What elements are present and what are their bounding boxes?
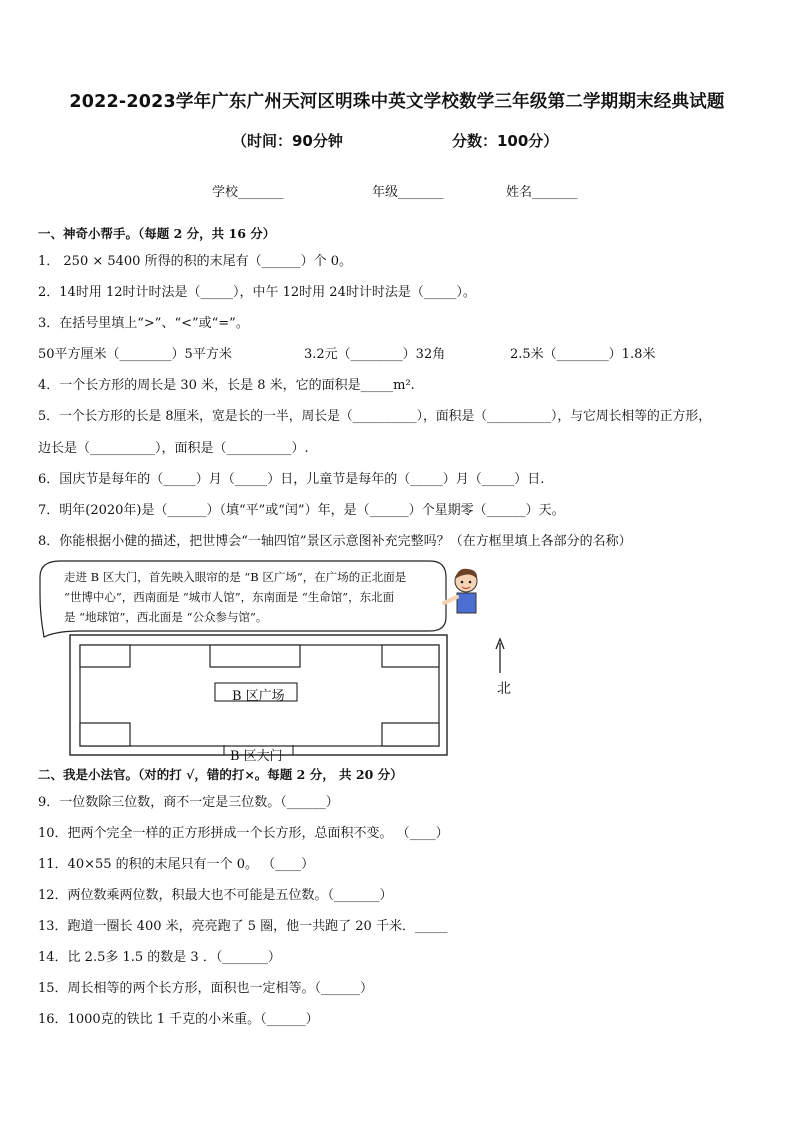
grade-field[interactable]: 年级_______ bbox=[372, 185, 444, 200]
question-3: 3．在括号里填上“>”、“<”或“=”。 bbox=[38, 316, 249, 331]
box-southwest bbox=[80, 723, 130, 746]
question-12: 12．两位数乘两位数，积最大也不可能是五位数。（_______） bbox=[38, 888, 393, 903]
question-8: 8．你能根据小健的描述，把世博会“一轴四馆”景区示意图补充完整吗？（在方框里填上各部分的名称） bbox=[38, 534, 632, 549]
question-3-a: 50平方厘米（________）5平方米 bbox=[38, 347, 232, 362]
exam-score: 分数：100分） bbox=[452, 132, 559, 150]
page-title: 2022-2023学年广东广州天河区明珠中英文学校数学三年级第二学期期末经典试题 bbox=[69, 92, 725, 112]
name-field[interactable]: 姓名_______ bbox=[506, 185, 578, 200]
exam-time: （时间：90分钟 bbox=[232, 132, 343, 150]
question-2: 2．14时用 12时计时法是（_____），中午 12时用 24时计时法是（_____）。 bbox=[38, 285, 476, 300]
question-10: 10．把两个完全一样的正方形拼成一个长方形，总面积不变。 （____） bbox=[38, 826, 449, 841]
question-16: 16．1000克的铁比 1 千克的小米重。（______） bbox=[38, 1012, 319, 1027]
gate-label: B 区大门 bbox=[230, 749, 283, 764]
expo-map-diagram bbox=[0, 555, 794, 765]
bubble-line-3: 是 “地球馆”，西北面是 “公众参与馆”。 bbox=[64, 610, 268, 624]
question-1: 1． 250 × 5400 所得的积的末尾有（______）个 0。 bbox=[38, 254, 352, 269]
question-4: 4．一个长方形的周长是 30 米，长是 8 米，它的面积是_____m². bbox=[38, 378, 415, 393]
question-7: 7．明年(2020年)是（______）（填“平”或“闰”）年，是（______）个星期零（______）天。 bbox=[38, 503, 565, 518]
box-north bbox=[210, 645, 300, 667]
question-5-line-2: 边长是（__________），面积是（__________）. bbox=[38, 441, 309, 456]
question-9: 9．一位数除三位数，商不一定是三位数。（______） bbox=[38, 795, 339, 810]
bubble-line-2: “世博中心”，西南面是 “城市人馆”，东南面是 “生命馆”，东北面 bbox=[64, 590, 395, 604]
plaza-label: B 区广场 bbox=[232, 689, 285, 704]
box-northwest bbox=[80, 645, 130, 667]
question-5-line-1: 5．一个长方形的长是 8厘米，宽是长的一半，周长是（__________），面积是（__________），与它周长相等的正方形， bbox=[38, 409, 711, 424]
box-northeast bbox=[382, 645, 439, 667]
boy-pointing-icon bbox=[444, 569, 477, 613]
section-heading-1: 一、神奇小帮手。（每题 2 分，共 16 分） bbox=[38, 226, 276, 241]
question-6: 6．国庆节是每年的（_____）月（_____）日，儿童节是每年的（_____）月（_____）日. bbox=[38, 472, 545, 487]
question-3-b: 3.2元（________）32角 bbox=[304, 347, 446, 362]
section-heading-2: 二、我是小法官。（对的打 √，错的打×。每题 2 分， 共 20 分） bbox=[38, 767, 403, 782]
question-14: 14．比 2.5多 1.5 的数是 3 ．（_______） bbox=[38, 950, 281, 965]
north-arrow-icon bbox=[496, 639, 504, 673]
question-13: 13．跑道一圈长 400 米，亮亮跑了 5 圈，他一共跑了 20 千米．_____ bbox=[38, 919, 448, 934]
box-southeast bbox=[382, 723, 439, 746]
question-11: 11．40×55 的积的末尾只有一个 0。 （____） bbox=[38, 857, 315, 872]
bubble-line-1: 走进 B 区大门，首先映入眼帘的是 “B 区广场”，在广场的正北面是 bbox=[64, 570, 407, 584]
north-label: 北 bbox=[497, 681, 511, 697]
question-3-c: 2.5米（________）1.8米 bbox=[510, 347, 656, 362]
question-15: 15．周长相等的两个长方形，面积也一定相等。（______） bbox=[38, 981, 374, 996]
school-field[interactable]: 学校_______ bbox=[212, 185, 284, 200]
